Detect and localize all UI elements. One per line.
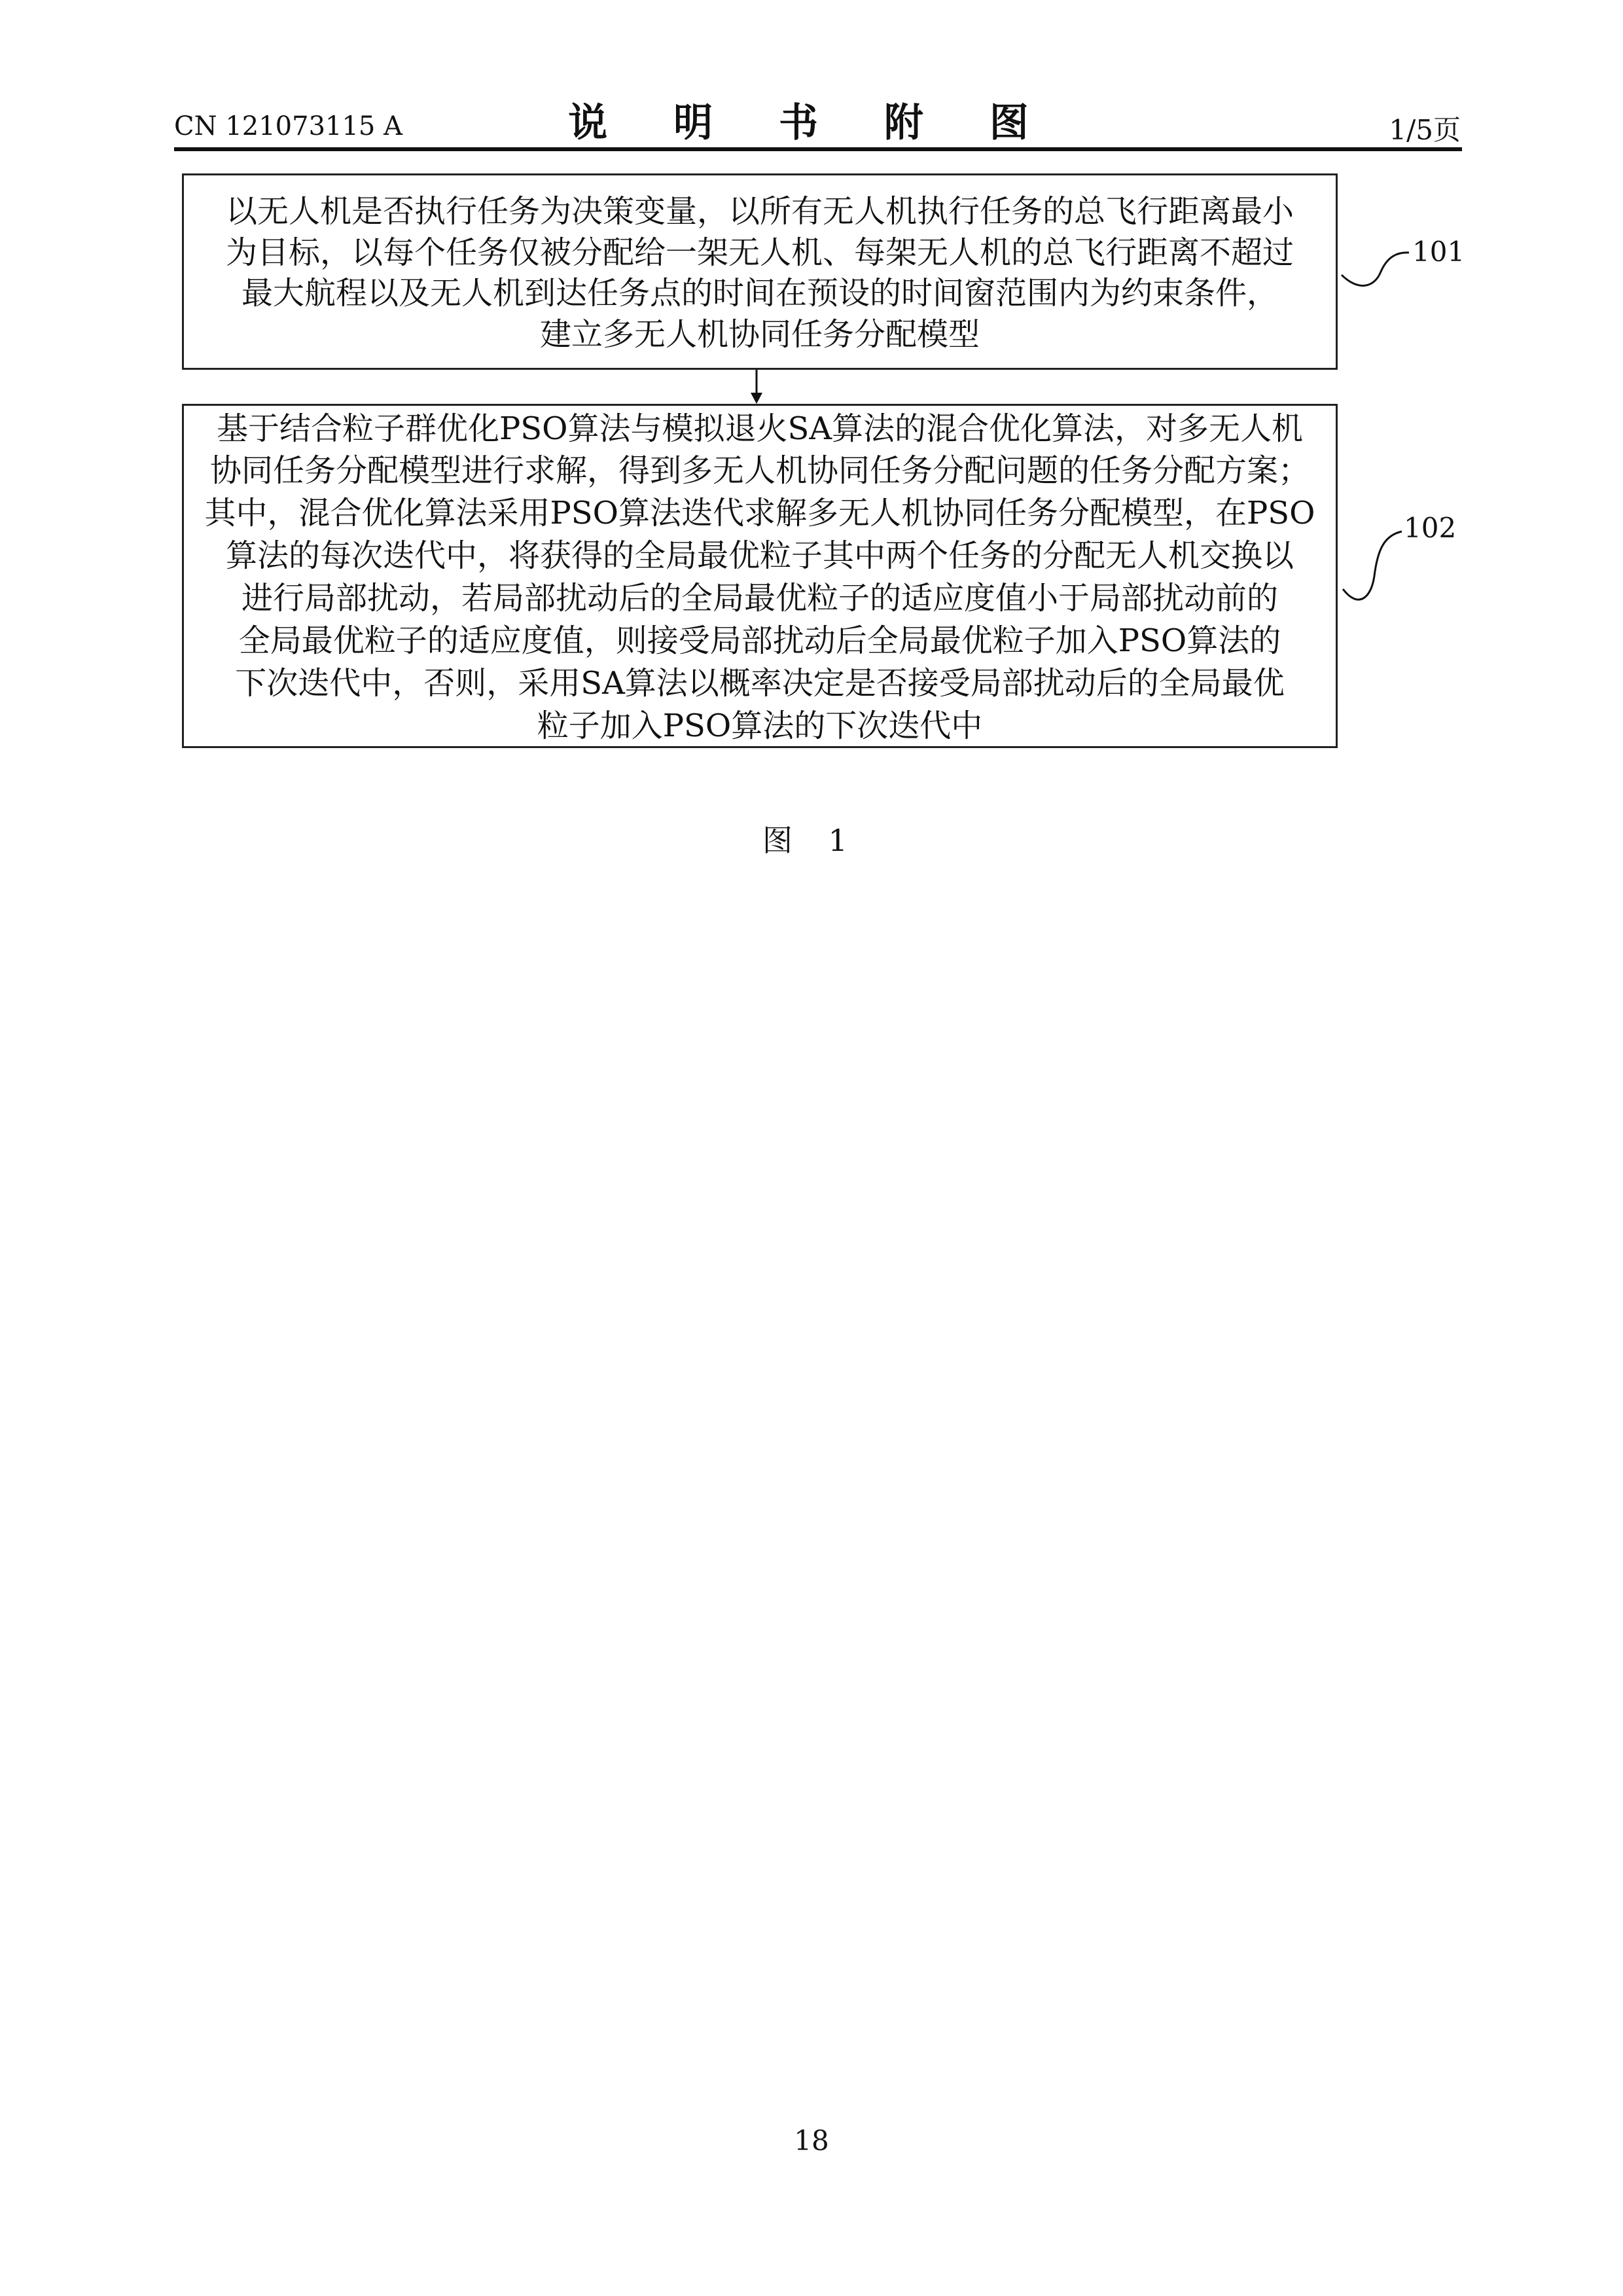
step-text-line: 协同任务分配模型进行求解，得到多无人机协同任务分配问题的任务分配方案； <box>184 453 1336 488</box>
step-text-line: 基于结合粒子群优化PSO算法与模拟退火SA算法的混合优化算法，对多无人机 <box>184 411 1336 446</box>
step-text-line: 下次迭代中，否则，采用SA算法以概率决定是否接受局部扰动后的全局最优 <box>184 666 1336 701</box>
step-text-line: 粒子加入PSO算法的下次迭代中 <box>184 708 1336 744</box>
publication-number: CN 121073115 A <box>174 111 402 141</box>
figure-caption: 图 1 <box>0 817 1623 860</box>
step-label-101: 101 <box>1412 236 1465 268</box>
flowchart-connectors <box>0 0 1623 2296</box>
leader-line-102 <box>1343 531 1402 600</box>
step-text-line: 全局最优粒子的适应度值，则接受局部扰动后全局最优粒子加入PSO算法的 <box>184 623 1336 658</box>
arrow-down-icon <box>751 393 762 404</box>
step-text-line: 建立多无人机协同任务分配模型 <box>184 317 1336 352</box>
page-indicator: 1/5页 <box>1389 109 1461 148</box>
step-text-line: 最大航程以及无人机到达任务点的时间在预设的时间窗范围内为约束条件， <box>184 276 1336 311</box>
step-label-102: 102 <box>1404 512 1456 544</box>
step-text-line: 为目标，以每个任务仅被分配给一架无人机、每架无人机的总飞行距离不超过 <box>184 235 1336 270</box>
leader-line-101 <box>1342 253 1409 286</box>
step-text-line: 算法的每次迭代中，将获得的全局最优粒子其中两个任务的分配无人机交换以 <box>184 538 1336 573</box>
step-text-line: 其中，混合优化算法采用PSO算法迭代求解多无人机协同任务分配模型，在PSO <box>184 495 1336 531</box>
page-title: 说 明 书 附 图 <box>0 92 1623 148</box>
step-text-line: 以无人机是否执行任务为决策变量，以所有无人机执行任务的总飞行距离最小 <box>184 194 1336 229</box>
page-number: 18 <box>0 2125 1623 2157</box>
step-text-line: 进行局部扰动，若局部扰动后的全局最优粒子的适应度值小于局部扰动前的 <box>184 581 1336 616</box>
